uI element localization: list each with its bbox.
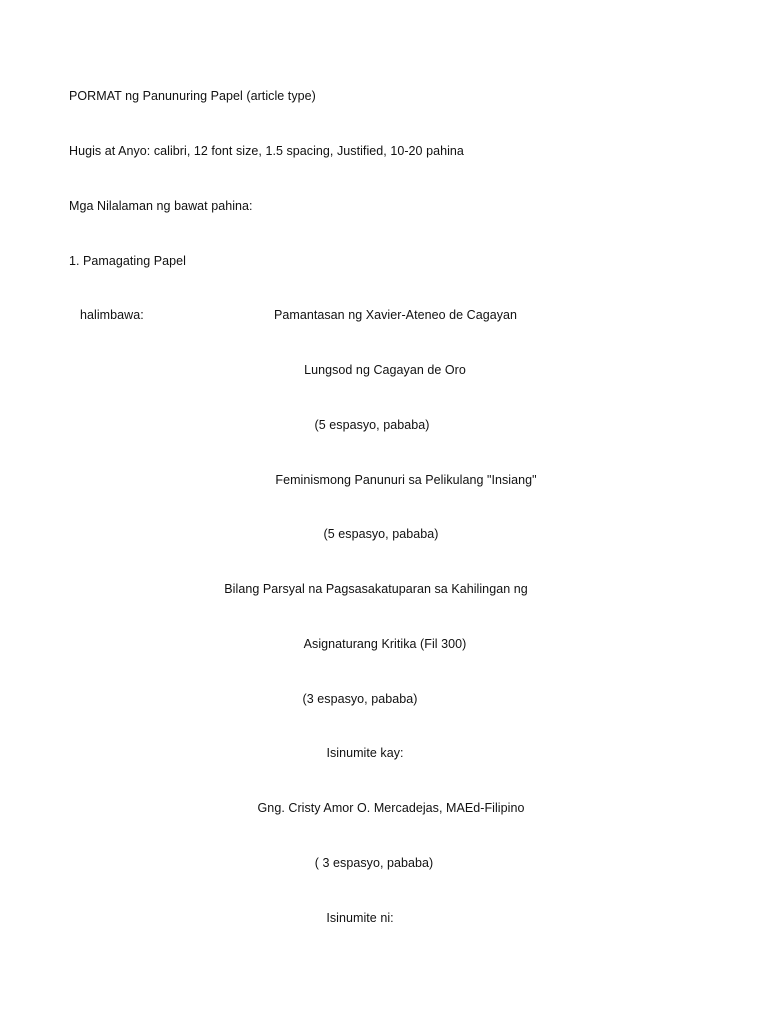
example-label: halimbawa:: [80, 308, 144, 322]
section-1-title: 1. Pamagating Papel: [69, 254, 187, 268]
spacing-note-1: (5 espasyo, pababa): [314, 418, 430, 432]
city-name: Lungsod ng Cagayan de Oro: [304, 363, 466, 377]
contents-label: Mga Nilalaman ng bawat pahina:: [69, 199, 253, 213]
requirement-line-2: Asignaturang Kritika (Fil 300): [303, 637, 467, 651]
submitted-to-name: Gng. Cristy Amor O. Mercadejas, MAEd-Filipino: [257, 801, 525, 815]
university-name: Pamantasan ng Xavier-Ateneo de Cagayan: [274, 308, 518, 322]
spacing-note-2: (5 espasyo, pababa): [323, 527, 439, 541]
spacing-note-4: ( 3 espasyo, pababa): [314, 856, 434, 870]
paper-title: Feminismong Panunuri sa Pelikulang "Insiang": [275, 473, 537, 487]
submitted-by-label: Isinumite ni:: [326, 911, 394, 925]
submitted-to-label: Isinumite kay:: [326, 746, 404, 760]
requirement-line-1: Bilang Parsyal na Pagsasakatuparan sa Kahilingan ng: [224, 582, 528, 596]
spacing-note-3: (3 espasyo, pababa): [302, 692, 418, 706]
document-heading: PORMAT ng Panunuring Papel (article type): [69, 89, 316, 103]
format-line: Hugis at Anyo: calibri, 12 font size, 1.5 spacing, Justified, 10-20 pahina: [69, 144, 464, 158]
